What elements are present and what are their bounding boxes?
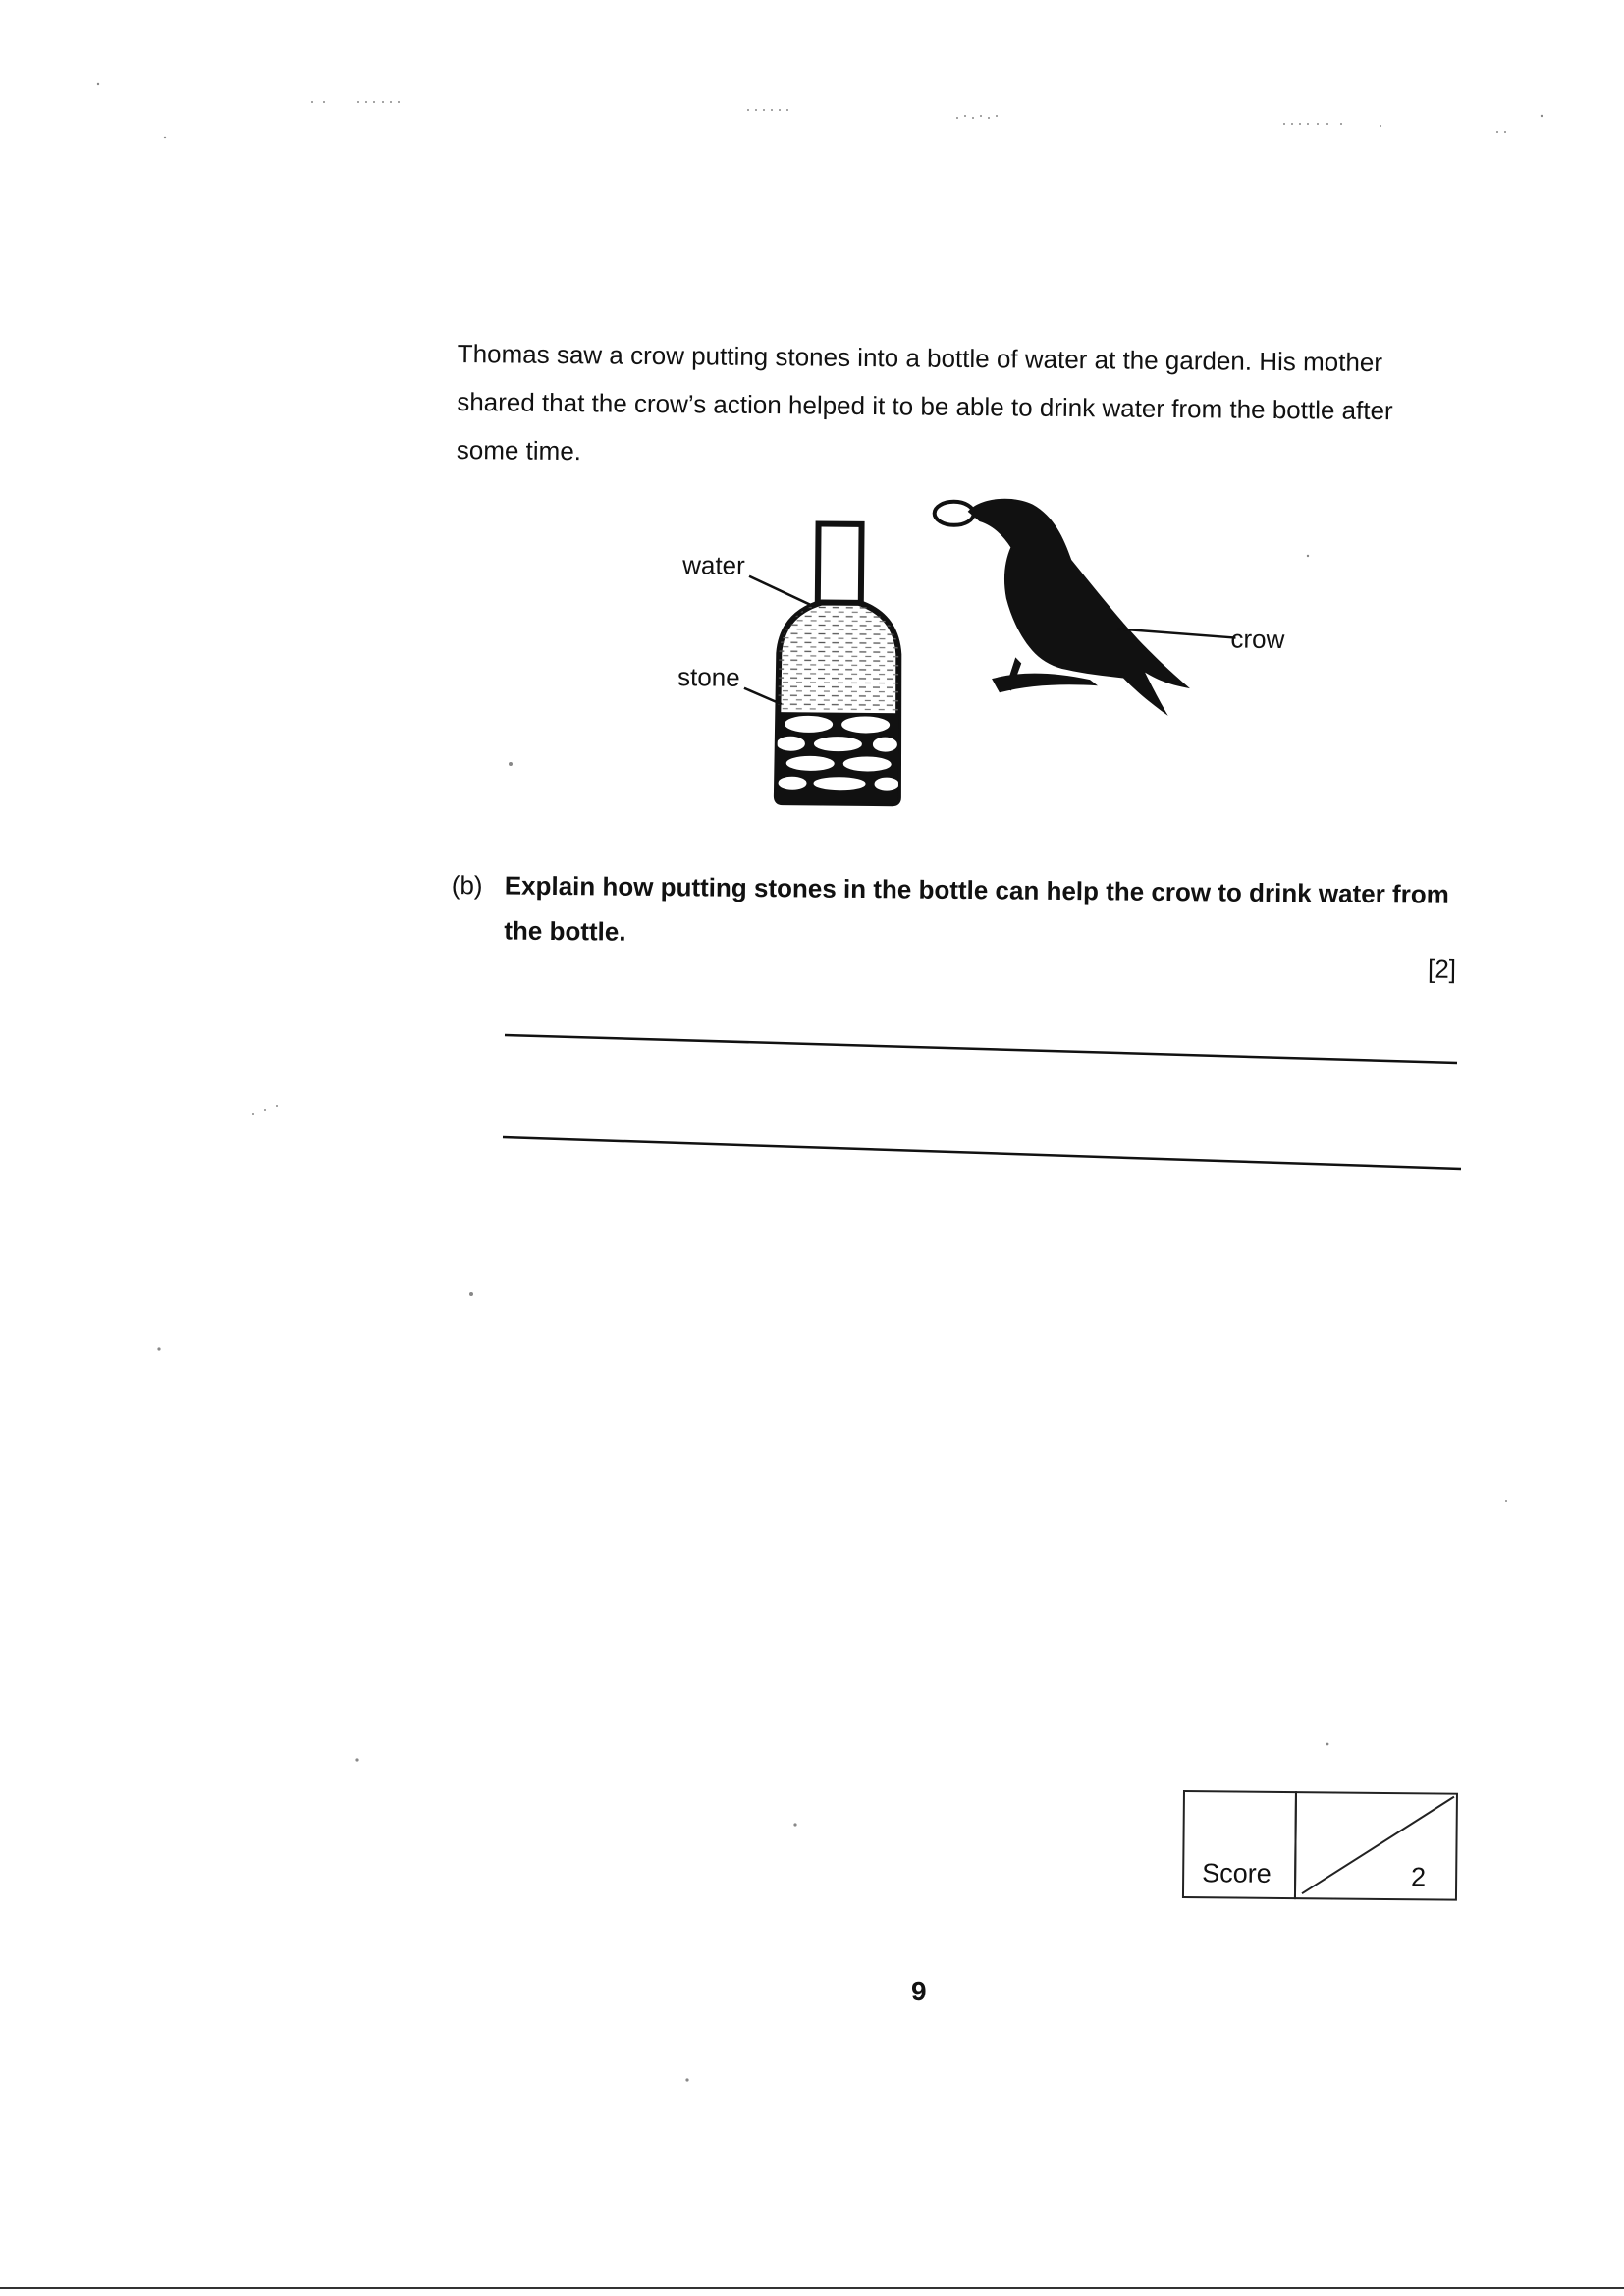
water-label: water	[682, 550, 745, 580]
crow-label: crow	[1230, 624, 1285, 655]
score-diagonal	[1294, 1791, 1458, 1901]
score-box	[1182, 1790, 1460, 1903]
score-label: Score	[1202, 1858, 1272, 1888]
answer-line-2[interactable]	[503, 1137, 1461, 1169]
page-number: 9	[911, 1976, 927, 2006]
intro-line-1: Thomas saw a crow putting stones into a bottle of water at the garden. His mother	[457, 338, 1383, 378]
answer-line-1[interactable]	[505, 1035, 1457, 1063]
question-marks: [2]	[1427, 954, 1457, 984]
score-total: 2	[1410, 1862, 1427, 1892]
question-line-1: Explain how putting stones in the bottle can help the crow to drink water from	[504, 870, 1449, 909]
score-label-cell	[1182, 1790, 1297, 1899]
stone-label: stone	[677, 662, 740, 692]
intro-line-2: shared that the crow’s action helped it to be able to drink water from the bottle after	[457, 386, 1393, 426]
score-mark-cell[interactable]	[1294, 1791, 1458, 1901]
question-line-2: the bottle.	[504, 915, 626, 947]
intro-line-3: some time.	[456, 434, 582, 466]
question-number: (b)	[451, 869, 483, 901]
